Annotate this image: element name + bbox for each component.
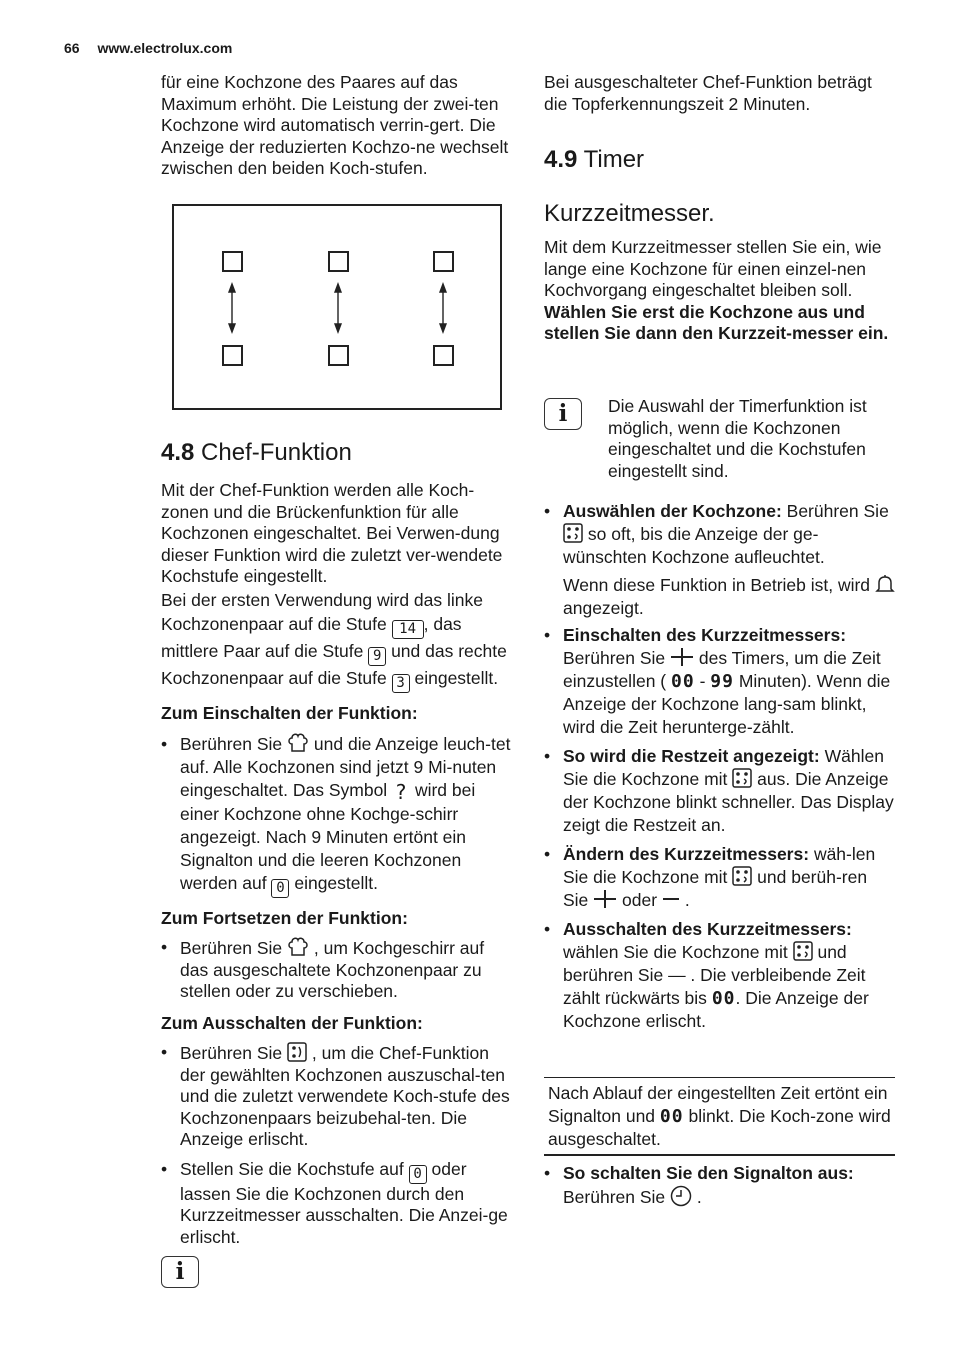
text: Berühren Sie <box>180 938 283 958</box>
section-number: 4.9 <box>544 146 578 173</box>
text: aus. Die Anzeige der Kochzone blinkt schneller. Das Display zeigt die Restzeit an. <box>563 769 894 835</box>
bold-label: Einschalten des Kurzzeitmessers: <box>563 625 847 645</box>
off-bullet-2 <box>161 1159 513 1249</box>
text: Berühren Sie <box>563 648 666 668</box>
timer-bullet-6 <box>544 1161 896 1209</box>
no-cookware-icon: ? <box>395 779 407 804</box>
site-url[interactable]: www.electrolux.com <box>97 40 233 56</box>
text: , das mittlere Paar auf die Stufe <box>161 614 462 661</box>
display-00: 00 <box>659 1106 684 1127</box>
chef-function-section <box>161 438 513 1248</box>
on-heading: Zum Einschalten der Funktion: <box>161 703 418 723</box>
text: . <box>684 890 690 910</box>
text: Berühren Sie <box>563 1187 666 1207</box>
text: so oft, bis die Anzeige der ge-wünschten Kochzone aufleuchtet. <box>563 524 825 567</box>
zone-select-icon <box>793 941 813 961</box>
text: - <box>699 671 706 691</box>
text: , um Kochgeschirr auf das ausgeschaltete Kochzonenpaar zu stellen oder zu verschieben. <box>180 938 485 1001</box>
chef-para-2 <box>161 588 513 694</box>
text: wird bei einer Kochzone ohne Kochge-schirr angezeigt. Nach 9 Minuten ertönt ein Signalton und die leeren Kochzonen werden auf <box>180 779 476 893</box>
text: oder <box>622 890 658 910</box>
plus-icon <box>593 889 617 909</box>
timer-info-note <box>608 396 898 482</box>
text: des Timers, um die Zeit einzustellen ( <box>563 648 881 691</box>
bold-label: So schalten Sie den Signalton aus: <box>563 1163 854 1183</box>
text: und berüh-ren Sie <box>563 867 868 910</box>
text: und die Anzeige leuch-tet auf. Alle Kochzonen sind jetzt 9 Mi-nuten eingeschaltet. Das Symbol <box>180 733 511 800</box>
chef-para-1: Mit der Chef-Funktion werden alle Koch-zonen und die Brückenfunktion für alle Kochzonen eingeschaltet. Bei Verwen-dung dieser Funktion wird die zuletzt ver-wendete Kochstufe eingestellt. <box>161 480 503 586</box>
timer-bullet-1 <box>544 500 896 620</box>
end-note-text <box>548 1082 893 1151</box>
level-9-key-icon: 9 <box>368 647 386 666</box>
bold-label: Auswählen der Kochzone: <box>563 501 782 521</box>
signal-off-section <box>544 1161 896 1209</box>
zone-select-icon <box>732 768 752 788</box>
level-3-key-icon: 3 <box>392 674 410 693</box>
info-note-text: Die Auswahl der Timerfunktion ist möglich, wenn die Kochzonen eingeschaltet und die Kochstufen eingestellt sind. <box>608 396 867 481</box>
timer-subtitle: Kurzzeitmesser. <box>544 200 715 227</box>
zone-select-icon <box>732 866 752 886</box>
text: angezeigt. <box>563 598 644 618</box>
timer-bullet-4 <box>544 843 896 912</box>
display-00: 00 <box>711 988 736 1009</box>
timer-para-1: Mit dem Kurzzeitmesser stellen Sie ein, wie lange eine Kochzone für einen einzel-nen Kochvorgang eingeschaltet bleiben soll. <box>544 237 882 300</box>
continue-heading: Zum Fortsetzen der Funktion: <box>161 907 408 928</box>
section-heading-4-8 <box>161 438 513 468</box>
display-00: 00 <box>671 671 695 692</box>
level-0-key-icon: 0 <box>409 1165 427 1184</box>
text: wählen Sie die Kochzone mit <box>563 942 788 962</box>
left-column <box>161 72 513 180</box>
bold-label: So wird die Restzeit angezeigt: <box>563 746 820 766</box>
timer-bullet-5 <box>544 918 896 1033</box>
page-header <box>64 38 246 60</box>
bold-label: Ausschalten des Kurzzeitmessers: <box>563 919 852 939</box>
text: Wählen Sie die Kochzone mit <box>563 746 884 789</box>
timer-bullet-2 <box>544 624 896 739</box>
page-number: 66 <box>64 40 80 56</box>
plus-icon <box>670 647 694 667</box>
clock-icon <box>670 1185 692 1207</box>
off-bullet-1 <box>161 1042 513 1151</box>
text: und das rechte Kochzonenpaar auf die Stufe <box>161 641 507 688</box>
section-heading-4-9 <box>544 145 896 175</box>
text: Minuten). Wenn die Anzeige der Kochzone lang-sam blinkt, wird die Zeit herunterge-zählt. <box>563 671 891 737</box>
section-number: 4.8 <box>161 439 195 466</box>
right-intro-text: Bei ausgeschalteter Chef-Funktion beträgt die Topferkennungszeit 2 Minuten. <box>544 72 872 114</box>
chef-hat-icon <box>287 733 309 753</box>
minus-icon <box>662 889 680 909</box>
text: . <box>696 1187 702 1207</box>
text: wäh-len Sie die Kochzone mit <box>563 844 876 887</box>
text: eingestellt. <box>294 872 379 893</box>
chef-hat-icon <box>287 937 309 957</box>
bell-line <box>563 574 896 620</box>
timer-bullet-3 <box>544 745 896 837</box>
level-0-key-icon: 0 <box>271 879 289 898</box>
divider-bottom <box>544 1154 895 1156</box>
bold-label: Ändern des Kurzzeitmessers: <box>563 844 810 864</box>
text: und berühren Sie — . Die verbleibende Zeit zählt rückwärts bis <box>563 942 866 1008</box>
left-intro-text: für eine Kochzone des Paares auf das Maximum erhöht. Die Leistung der zwei-ten Kochzone wird automatisch verrin-gert. Die Anzeige der reduzierten Kochzo-ne wechselt zwischen den beiden Koch-stufen. <box>161 72 509 178</box>
cooking-zones-diagram <box>172 204 502 410</box>
off-heading: Zum Ausschalten der Funktion: <box>161 1012 423 1033</box>
zone-select-icon <box>563 523 583 543</box>
info-icon: i <box>161 1256 199 1288</box>
text: Berühren Sie <box>180 733 283 754</box>
text: eingestellt. <box>414 668 499 688</box>
divider-top <box>544 1077 895 1078</box>
text: Berühren Sie <box>180 1043 283 1063</box>
zone-select-icon <box>287 1042 307 1062</box>
text: . Die Anzeige der Kochzone erlischt. <box>563 988 869 1031</box>
display-99: 99 <box>710 671 734 692</box>
bell-icon <box>875 574 895 594</box>
text: Berühren Sie <box>786 501 889 521</box>
text: Wenn diese Funktion in Betrieb ist, wird <box>563 575 871 595</box>
level-14-key-icon: 14 <box>392 620 424 639</box>
text: oder lassen Sie die Kochzonen durch den Kurzzeitmesser ausschalten. Die Anzei-ge erlischt. <box>180 1158 508 1247</box>
text: , um die Chef-Funktion der gewählten Kochzonen auszuschal-ten und die zuletzt verwendete Koch-stufe des Kochzonenpaars beizubehal-ten. Die Anzeige erlischt. <box>180 1043 510 1149</box>
section-title: Timer <box>583 146 645 173</box>
text: blinkt. Die Koch-zone wird ausgeschaltet. <box>548 1106 891 1149</box>
timer-bold-note: Wählen Sie erst die Kochzone aus und stellen Sie dann den Kurzzeit-messer ein. <box>544 301 889 343</box>
text: Stellen Sie die Kochstufe auf <box>180 1158 404 1179</box>
text: Nach Ablauf der eingestellten Zeit ertönt ein Signalton und <box>548 1083 888 1126</box>
section-title: Chef-Funktion <box>201 439 352 466</box>
on-bullet <box>161 733 513 898</box>
info-icon: i <box>544 398 582 430</box>
right-column <box>544 72 896 345</box>
timer-bullets <box>544 500 896 1033</box>
continue-bullet <box>161 937 513 1003</box>
timer-end-note <box>548 1082 893 1151</box>
double-arrow-icons <box>174 206 500 408</box>
text: Bei der ersten Verwendung wird das linke Kochzonenpaar auf die Stufe <box>161 589 483 634</box>
